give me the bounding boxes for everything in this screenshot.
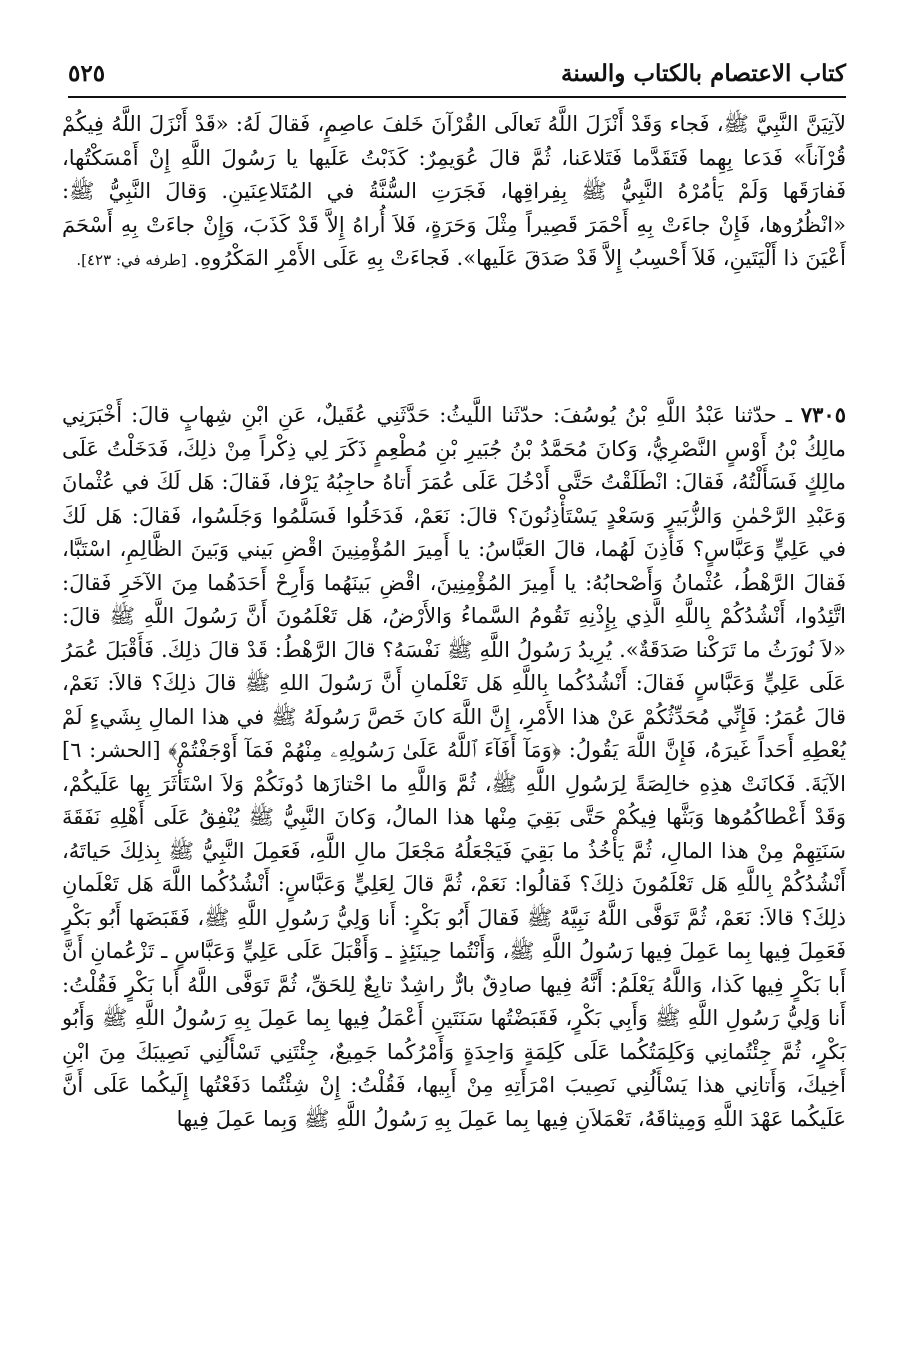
paragraph-1 [62,108,846,278]
paragraph-2-text: حدّثنا عَبْدُ اللَّهِ بْنُ يُوسُفَ: حدّثَنا اللَّيثُ: حَدَّثَنِي عُقَيلٌ، عَنِ ابْنِ شِهابٍ قالَ: أَخْبَرَنِي مالِكُ بْنُ أَوْسٍ النَّصْرِيُّ، وَكانَ مُحَمَّدُ بْنُ جُبَيرِ بْنِ مُطْعِمٍ ذَكَرَ لِي ذِكْراً مِنْ ذلِكَ، فَدَخَلْتُ عَلَى مالِكٍ فَسَأَلْتُهُ، فَقالَ: انْطَلَقْتُ حَتَّى أَدْخُلَ عَلَى عُمَرَ أَتاهُ حاجِبُهُ يَرْفا، فَقالَ: هَل لَكَ في عُثْمانَ وَعَبْدِ الرَّحْمٰنِ وَالزُّبَيرِ وَسَعْدٍ يَسْتَأْذِنُونَ؟ قالَ: نَعَمْ، فَدَخَلُوا فَسَلَّمُوا وَجَلَسُوا، فَقالَ: هَل لَكَ في عَلِيٍّ وَعَبَّاسٍ؟ فَأَذِنَ لَهُما، قالَ العَبَّاسُ: يا أَمِيرَ المُؤْمِنِينَ اقْضِ بَيني وَبَينَ الظَّالِمِ، اسْتَبَّا، فَقالَ الرَّهْطُ، عُثْمانُ وَأَصْحابُهُ: يا أَمِيرَ المُؤْمِنِينَ، اقْضِ بَينَهُما وَأَرِحْ أَحَدَهُما مِنَ الآخَرِ فَقالَ: اتَّئِدُوا، أَنْشُدُكُمْ بِاللَّهِ الَّذِي بِإِذْنِهِ تَقُومُ السَّماءُ وَالأَرْضُ، هَل تَعْلَمُونَ أَنَّ رَسُولَ اللَّهِ ﷺ قالَ: «لاَ نُورَثُ ما تَرَكْنا صَدَقَةٌ». يُرِيدُ رَسُولُ اللَّهِ ﷺ نَفْسَهُ؟ قالَ الرَّهْطُ: قَدْ قالَ ذلِكَ. فَأَقْبَلَ عُمَرُ عَلَى عَلِيٍّ وَعَبَّاسٍ فَقالَ: أَنْشُدُكُما بِاللَّهِ هَل تَعْلَمانِ أَنَّ رَسُولَ اللهِ ﷺ قالَ ذلِكَ؟ قالاَ: نَعَمْ، قالَ عُمَرُ: فَإِنِّي مُحَدِّثُكُمْ عَنْ هذا الأَمْرِ، إِنَّ اللَّهَ كانَ خَصَّ رَسُولَهُ ﷺ في هذا المالِ بِشَيءٍ لَمْ يُعْطِهِ أَحَداً غَيرَهُ، فَإِنَّ اللَّهَ يَقُولُ: ﴿وَمَآ أَفَآءَ ٱللَّهُ عَلَىٰ رَسُولِهِۦ مِنْهُمْ فَمَآ أَوْجَفْتُمْ﴾ [الحشر: ٦] الآيَةَ. فَكانَتْ هذِهِ خالِصَةً لِرَسُولِ اللَّهِ ﷺ، ثُمَّ وَاللَّهِ ما احْتازَها دُونَكُمْ وَلاَ اسْتَأْثَرَ بِها عَلَيكُمْ، وَقَدْ أَعْطاكُمُوها وَبَثَّها فِيكُمْ حَتَّى بَقِيَ مِنْها هذا المالُ، وَكانَ النَّبِيُّ ﷺ يُنْفِقُ عَلَى أَهْلِهِ نَفَقَةَ سَنَتِهِمْ مِنْ هذا المالِ، ثُمَّ يَأْخُذُ ما بَقِيَ فَيَجْعَلُهُ مَجْعَلَ مالِ اللَّهِ، فَعَمِلَ النَّبِيُّ ﷺ بِذلِكَ حَياتَهُ، أَنْشُدُكُمْ بِاللَّهِ هَل تَعْلَمُونَ ذلِكَ؟ فَقالُوا: نَعَمْ، ثُمَّ قالَ لِعَلِيٍّ وَعَبَّاسٍ: أَنْشُدُكُما اللَّهَ هَل تَعْلَمانِ ذلِكَ؟ قالاَ: نَعَمْ، ثُمَّ تَوَفَّى اللَّهُ نَبِيَّهُ ﷺ فَقالَ أَبُو بَكْرٍ: أَنا وَلِيُّ رَسُولِ اللَّهِ ﷺ، فَقَبَضَها أَبُو بَكْرٍ فَعَمِلَ فِيها بِما عَمِلَ فِيها رَسُولُ اللَّهِ ﷺ، وَأَنْتُما حِينَئِذٍ ـ وَأَقْبَلَ عَلَى عَلِيٍّ وَعَبَّاسٍ ـ تَزْعُمانِ أَنَّ أَبا بَكْرٍ فِيها كَذا، وَاللَّهُ يَعْلَمُ: أَنَّهُ فِيها صادِقٌ بارٌّ راشِدٌ تابِعٌ لِلحَقِّ، ثُمَّ تَوَفَّى اللَّهُ أَبا بَكْرٍ فَقُلْتُ: أَنا وَلِيُّ رَسُولِ اللَّهِ ﷺ وَأَبِي بَكْرٍ، فَقَبَضْتُها سَنَتَينِ أَعْمَلُ فِيها بِما عَمِلَ بِهِ رَسُولُ اللَّهِ ﷺ وَأَبُو بَكْرٍ، ثُمَّ جِئْتُمانِي وَكَلِمَتُكُما عَلَى كَلِمَةٍ وَاحِدَةٍ وَأَمْرُكُما جَمِيعٌ، جِئْتَنِي تَسْأَلُنِي نَصِيبَكَ مِنَ ابْنِ أَخِيكَ، وَأَتانِي هذا يَسْأَلُنِي نَصِيبَ امْرَأَتِهِ مِنْ أَبِيها، فَقُلْتُ: إِنْ شِئْتُما دَفَعْتُها إِلَيكُما عَلَى أَنَّ عَلَيكُما عَهْدَ اللَّهِ وَمِيثاقَهُ، تَعْمَلاَنِ فِيها بِما عَمِلَ بِهِ رَسُولُ اللَّهِ ﷺ وَبِما عَمِلَ فِيها [62,403,846,1131]
hadith-number: ٧٣٠٥ [800,402,846,427]
page-header [68,56,846,98]
cross-reference: [طرفه في: ٤٢٣]. [76,251,187,269]
page-number: ٥٢٥ [68,60,106,87]
paragraph-2: ٧٣٠٥ ـ حدّثنا عَبْدُ اللَّهِ بْنُ يُوسُفَ: حدّثَنا اللَّيثُ: حَدَّثَنِي عُقَيلٌ، عَنِ ابْنِ شِهابٍ قالَ: أَخْبَرَنِي مالِكُ بْنُ أَوْسٍ النَّصْرِيُّ، وَكانَ مُحَمَّدُ بْنُ جُبَيرِ بْنِ مُطْعِمٍ ذَكَرَ لِي ذِكْراً مِنْ ذلِكَ، فَدَخَلْتُ عَلَى مالِكٍ فَسَأَلْتُهُ، فَقالَ: انْطَلَقْتُ حَتَّى أَدْخُلَ عَلَى عُمَرَ أَتاهُ حاجِبُهُ يَرْفا، فَقالَ: هَل لَكَ في عُثْمانَ وَعَبْدِ الرَّحْمٰنِ وَالزُّبَيرِ وَسَعْدٍ يَسْتَأْذِنُونَ؟ قالَ: نَعَمْ، فَدَخَلُوا فَسَلَّمُوا وَجَلَسُوا، فَقالَ: هَل لَكَ في عَلِيٍّ وَعَبَّاسٍ؟ فَأَذِنَ لَهُما، قالَ العَبَّاسُ: يا أَمِيرَ المُؤْمِنِينَ اقْضِ بَيني وَبَينَ الظَّالِمِ، اسْتَبَّا، فَقالَ الرَّهْطُ، عُثْمانُ وَأَصْحابُهُ: يا أَمِيرَ المُؤْمِنِينَ، اقْضِ بَينَهُما وَأَرِحْ أَحَدَهُما مِنَ الآخَرِ فَقالَ: اتَّئِدُوا، أَنْشُدُكُمْ بِاللَّهِ الَّذِي بِإِذْنِهِ تَقُومُ السَّماءُ وَالأَرْضُ، هَل تَعْلَمُونَ أَنَّ رَسُولَ اللَّهِ ﷺ قالَ: «لاَ نُورَثُ ما تَرَكْنا صَدَقَةٌ». يُرِيدُ رَسُولُ اللَّهِ ﷺ نَفْسَهُ؟ قالَ الرَّهْطُ: قَدْ قالَ ذلِكَ. فَأَقْبَلَ عُمَرُ عَلَى عَلِيٍّ وَعَبَّاسٍ فَقالَ: أَنْشُدُكُما بِاللَّهِ هَل تَعْلَمانِ أَنَّ رَسُولَ اللهِ ﷺ قالَ ذلِكَ؟ قالاَ: نَعَمْ، قالَ عُمَرُ: فَإِنِّي مُحَدِّثُكُمْ عَنْ هذا الأَمْرِ، إِنَّ اللَّهَ كانَ خَصَّ رَسُولَهُ ﷺ في هذا المالِ بِشَيءٍ لَمْ يُعْطِهِ أَحَداً غَيرَهُ، فَإِنَّ اللَّهَ يَقُولُ: ﴿وَمَآ أَفَآءَ ٱللَّهُ عَلَىٰ رَسُولِهِۦ مِنْهُمْ فَمَآ أَوْجَفْتُمْ﴾ [الحشر: ٦] الآيَةَ. فَكانَتْ هذِهِ خالِصَةً لِرَسُولِ اللَّهِ ﷺ، ثُمَّ وَاللَّهِ ما احْتازَها دُونَكُمْ وَلاَ اسْتَأْثَرَ بِها عَلَيكُمْ، وَقَدْ أَعْطاكُمُوها وَبَثَّها فِيكُمْ حَتَّى بَقِيَ مِنْها هذا المالُ، وَكانَ النَّبِيُّ ﷺ يُنْفِقُ عَلَى أَهْلِهِ نَفَقَةَ سَنَتِهِمْ مِنْ هذا المالِ، ثُمَّ يَأْخُذُ ما بَقِيَ فَيَجْعَلُهُ مَجْعَلَ مالِ اللَّهِ، فَعَمِلَ النَّبِيُّ ﷺ بِذلِكَ حَياتَهُ، أَنْشُدُكُمْ بِاللَّهِ هَل تَعْلَمُونَ ذلِكَ؟ فَقالُوا: نَعَمْ، ثُمَّ قالَ لِعَلِيٍّ وَعَبَّاسٍ: أَنْشُدُكُما اللَّهَ هَل تَعْلَمانِ ذلِكَ؟ قالاَ: نَعَمْ، ثُمَّ تَوَفَّى اللَّهُ نَبِيَّهُ ﷺ فَقالَ أَبُو بَكْرٍ: أَنا وَلِيُّ رَسُولِ اللَّهِ ﷺ، فَقَبَضَها أَبُو بَكْرٍ فَعَمِلَ فِيها بِما عَمِلَ فِيها رَسُولُ اللَّهِ ﷺ، وَأَنْتُما حِينَئِذٍ ـ وَأَقْبَلَ عَلَى عَلِيٍّ وَعَبَّاسٍ ـ تَزْعُمانِ أَنَّ أَبا بَكْرٍ فِيها كَذا، وَاللَّهُ يَعْلَمُ: أَنَّهُ فِيها صادِقٌ بارٌّ راشِدٌ تابِعٌ لِلحَقِّ، ثُمَّ تَوَفَّى اللَّهُ أَبا بَكْرٍ فَقُلْتُ: أَنا وَلِيُّ رَسُولِ اللَّهِ ﷺ وَأَبِي بَكْرٍ، فَقَبَضْتُها سَنَتَينِ أَعْمَلُ فِيها بِما عَمِلَ بِهِ رَسُولُ اللَّهِ ﷺ وَأَبُو بَكْرٍ، ثُمَّ جِئْتُمانِي وَكَلِمَتُكُما عَلَى كَلِمَةٍ وَاحِدَةٍ وَأَمْرُكُما جَمِيعٌ، جِئْتَنِي تَسْأَلُنِي نَصِيبَكَ مِنَ ابْنِ أَخِيكَ، وَأَتانِي هذا يَسْأَلُنِي نَصِيبَ امْرَأَتِهِ مِنْ أَبِيها، فَقُلْتُ: إِنْ شِئْتُما دَفَعْتُها إِلَيكُما عَلَى أَنَّ عَلَيكُما عَهْدَ اللَّهِ وَمِيثاقَهُ، تَعْمَلاَنِ فِيها بِما عَمِلَ بِهِ رَسُولُ اللَّهِ ﷺ وَبِما عَمِلَ فِيها [62,402,846,1131]
book-title: كتاب الاعتصام بالكتاب والسنة [561,60,846,87]
paragraph-1-text: لآتِيَنَّ النَّبِيَّ ﷺ، فَجاء وَقَدْ أَنْزَلَ اللَّهُ تَعالَى القُرْآنَ خَلفَ عاصِمٍ، فَقالَ لَهُ: «قَدْ أَنْزَلَ اللَّهُ فِيكُمْ قُرْآناً» فَدَعا بِهِما فَتَقَدَّما فَتَلاعَنا، ثُمَّ قالَ عُوَيمِرٌ: كَذَبْتُ عَلَيها يا رَسُولَ اللَّهِ إِنْ أَمْسَكْتُها، فَفارَقَها وَلَمْ يَأمُرْهُ النَّبِيُّ ﷺ بِفِراقِها، فَجَرَتِ السُّنَّةُ في المُتَلاعِنَينِ. وَقالَ النَّبِيُّ ﷺ: «انْظُرُوها، فَإِنْ جاءَتْ بِهِ أَحْمَرَ قَصِيراً مِثْلَ وَحَرَةٍ، فَلاَ أُراهُ إِلاَّ قَدْ كَذَبَ، وَإِنْ جاءَتْ بِهِ أَسْحَمَ أَعْيَنَ ذا أَلْيَتَينِ، فَلاَ أَحْسِبُ إِلاَّ قَدْ صَدَقَ عَلَيها». فَجاءَتْ بِهِ عَلَى الأَمْرِ المَكْرُوهِ. [62,112,846,270]
